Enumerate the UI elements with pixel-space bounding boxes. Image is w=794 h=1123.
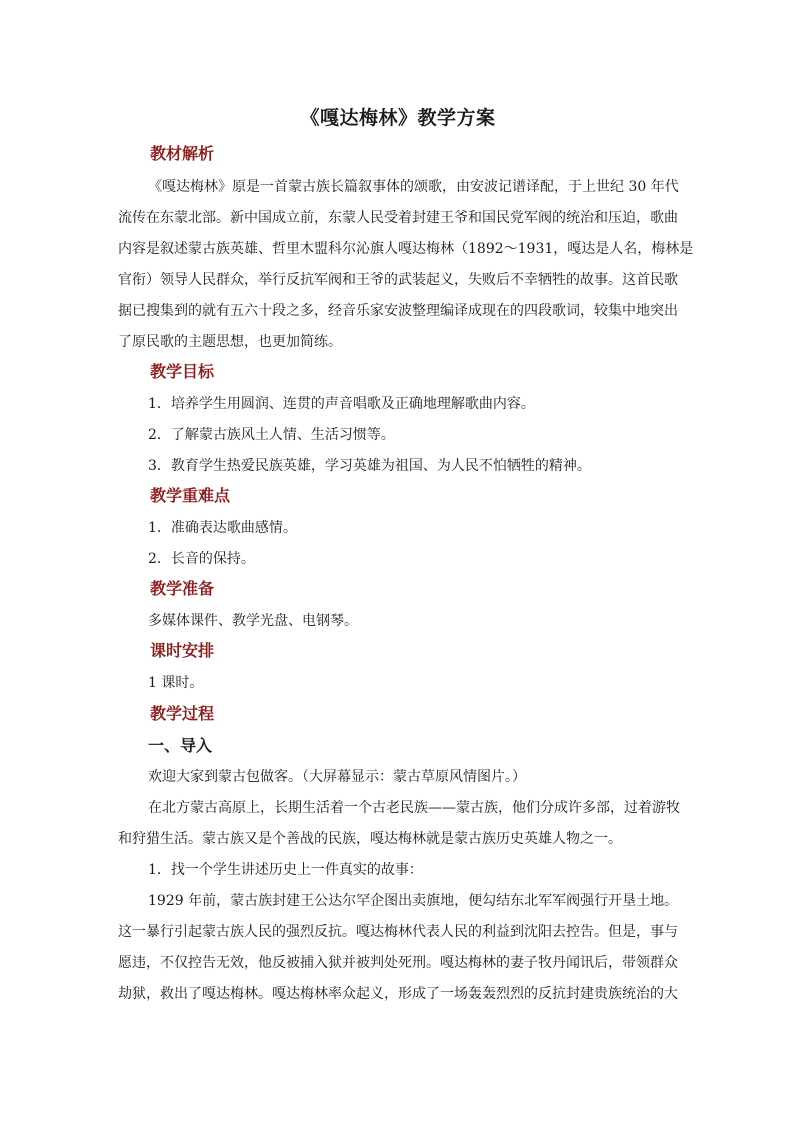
process-line: 愿违，不仅控告无效，他反被捕入狱并被判处死刑。嘎达梅林的妻子牧丹闻讯后，带领群众 [118, 955, 678, 971]
analysis-line: 内容是叙述蒙古族英雄、哲里木盟科尔沁旗人嘎达梅林（1892～1931，嘎达是人名，梅林是 [118, 241, 694, 257]
analysis-line: 流传在东蒙北部。新中国成立前，东蒙人民受着封建王爷和国民党军阀的统治和压迫，歌曲 [118, 210, 678, 226]
heading-key-points: 教学重难点 [150, 486, 231, 505]
analysis-line: 《嘎达梅林》原是一首蒙古族长篇叙事体的颂歌，由安波记谱译配，于上世纪 30 年代 [148, 179, 679, 195]
process-line: 欢迎大家到蒙古包做客。（大屏幕显示：蒙古草原风情图片。） [148, 769, 526, 785]
process-line: 在北方蒙古高原上，长期生活着一个古老民族——蒙古族，他们分成许多部，过着游牧 [148, 800, 680, 816]
heading-preparation: 教学准备 [150, 579, 215, 598]
process-line: 1929 年前，蒙古族封建王公达尔罕企图出卖旗地，便勾结东北军军阀强行开垦土地。 [148, 893, 679, 909]
process-line: 和狩猎生活。蒙古族又是个善战的民族，嘎达梅林就是蒙古族历史英雄人物之一。 [118, 831, 622, 847]
analysis-line: 了原民歌的主题思想，也更加简练。 [118, 334, 342, 350]
schedule-text: 1 课时。 [148, 675, 204, 691]
goal-item: 2．了解蒙古族风土人情、生活习惯等。 [148, 427, 395, 443]
process-line: 1．找一个学生讲述历史上一件真实的故事： [148, 862, 423, 878]
analysis-line: 据已搜集到的就有五六十段之多，经音乐家安波整理编译成现在的四段歌词，较集中地突出 [118, 303, 678, 319]
process-line: 劫狱，救出了嘎达梅林。嘎达梅林率众起义，形成了一场轰轰烈烈的反抗封建贵族统治的大 [118, 986, 678, 1002]
goal-item: 3．教育学生热爱民族英雄，学习英雄为祖国、为人民不怕牺牲的精神。 [148, 458, 591, 474]
analysis-line: 官衔）领导人民群众，举行反抗军阀和王爷的武装起义，失败后不幸牺牲的故事。这首民歌 [118, 272, 678, 288]
document-title: 《嘎达梅林》教学方案 [300, 107, 496, 129]
heading-process: 教学过程 [150, 704, 215, 723]
key-point-item: 1．准确表达歌曲感情。 [148, 520, 297, 536]
sub-heading-intro: 一、导入 [148, 736, 213, 755]
heading-analysis: 教材解析 [150, 144, 215, 163]
heading-goals: 教学目标 [150, 362, 215, 381]
process-line: 这一暴行引起蒙古族人民的强烈反抗。嘎达梅林代表人民的利益到沈阳去控告。但是，事与 [118, 924, 678, 940]
heading-schedule: 课时安排 [150, 641, 215, 660]
key-point-item: 2．长音的保持。 [148, 551, 255, 567]
goal-item: 1．培养学生用圆润、连贯的声音唱歌及正确地理解歌曲内容。 [148, 396, 535, 412]
preparation-text: 多媒体课件、教学光盘、电钢琴。 [148, 613, 358, 629]
